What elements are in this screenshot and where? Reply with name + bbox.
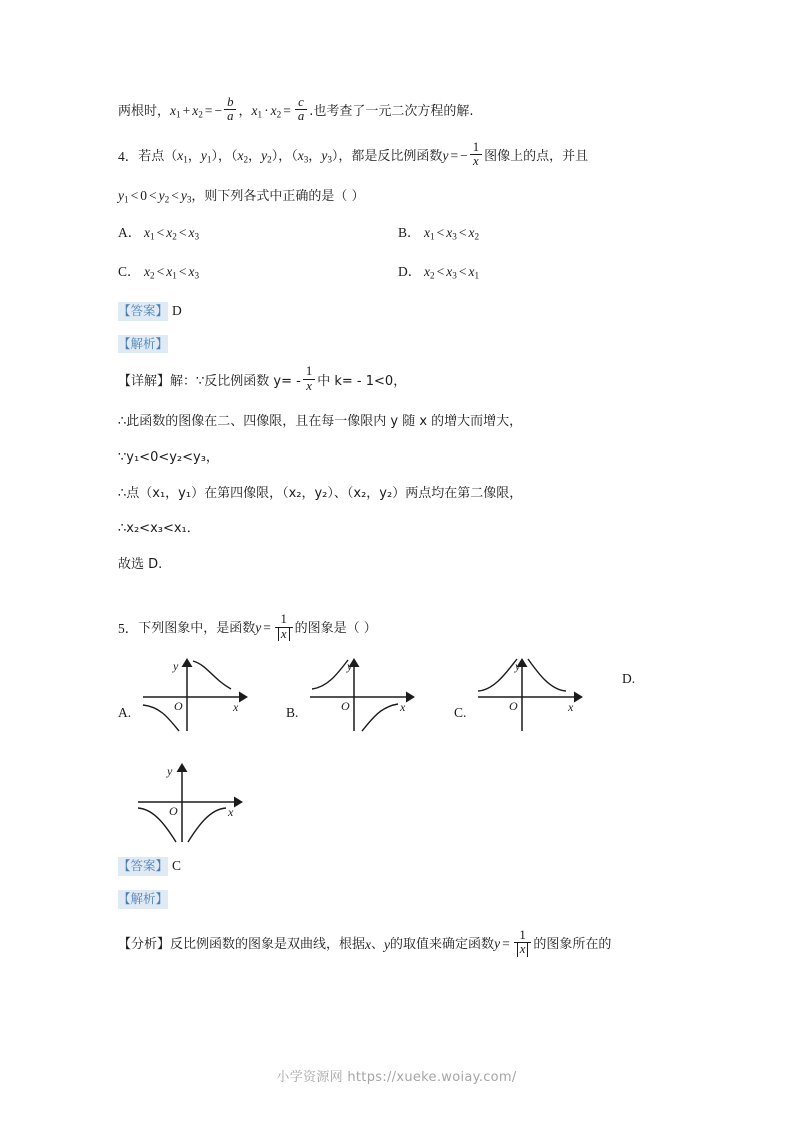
answer-value-2: C [172,858,182,874]
point-3: $x_3$ [297,148,309,165]
graph-option-d-label-wrap[interactable] [622,657,639,687]
question-5-number: 5． [118,621,139,637]
question-5-analysis-row [118,890,678,909]
option-b-expression: $x_1 < x_3 < x_2$ [424,224,480,242]
graph-b-svg [302,657,420,735]
detail-line-5-text: ∴x₂<x₃<x₁． [118,521,200,537]
graph-c-x-label: x [568,700,574,715]
graph-option-a[interactable] [118,657,286,740]
analysis-sep-1: 、 [371,937,385,953]
answer-value: D [172,303,182,319]
question-5-stem-text-2: 的图象是（ ） [294,621,377,637]
detail-line-5 [118,520,678,538]
option-a-expression: $x_1 < x_2 < x_3$ [144,224,200,242]
option-d[interactable] [398,263,678,282]
option-a[interactable] [118,224,398,243]
question-5-stem-text-1: 下列图象中，是函数 [138,621,256,637]
top-comma: ， [238,104,252,120]
question-5-graph-options-row-2 [130,756,678,851]
graph-d-origin-label: O [169,804,178,819]
section-spacer [118,573,678,615]
condition-inequality: $y_1 < 0 < y_2 < y_3$ [118,187,192,205]
detail-line-1-post: 中 k= - 1<0， [317,373,407,389]
option-b-label: B． [398,225,421,241]
point-2: $x_2$ [237,148,249,165]
question-4-stem-text-2: 都是反比例函数 [351,149,443,165]
question-4-stem-text-3: 图像上的点，并且 [484,149,589,165]
point-2-sep: ， [248,149,262,165]
option-b[interactable] [398,224,678,243]
analysis-text-post: 的图象所在的 [533,937,612,953]
detail-line-2-text: ∴此函数的图像在二、四像限，且在每一像限内 y 随 x 的增大而增大， [118,414,523,430]
point-1-sep: ， [187,149,201,165]
detail-line-2 [118,413,678,431]
graph-b-y-label: y [347,659,353,674]
graph-d-x-label: x [228,805,234,820]
option-d-expression: $x_2 < x_3 < x_1$ [424,263,480,281]
graph-a-x-label: x [233,700,239,715]
analysis-var-x: x [365,936,372,952]
question-4-condition-tail: ，则下列各式中正确的是（ ） [191,188,365,204]
option-c[interactable] [118,263,398,282]
graph-c-svg [470,657,588,735]
graph-a-svg [135,657,253,735]
answer-tag-2: 【答案】 [118,857,168,876]
question-4-answer-row [118,302,678,321]
top-paragraph [118,94,678,126]
graph-c-origin-label: O [509,699,519,714]
graph-option-d-label: D. [622,671,636,687]
point-1: $x_1$ [177,148,188,165]
detail-line-4-text: ∴点（x₁，y₁）在第四像限，（x₂，y₂）、（x₂，y₂）两点均在第二像限， [118,485,523,501]
option-c-expression: $x_2 < x_1 < x_3$ [144,263,200,281]
option-a-label: A． [118,225,142,241]
point-sep-1: ），（ [211,149,238,165]
top-paragraph-tail: .也考查了一元二次方程的解. [309,104,474,120]
point-1-y: $y_1$ [200,148,212,165]
top-formula-1: $x_1 + x_2$ = − $\frac{b}{a}$ [170,98,238,126]
point-2-y: $y_2$ [261,148,272,165]
graph-d-y-label: y [167,764,173,779]
detail-line-6-text: 故选 D. [118,556,163,572]
graph-option-b-box [302,657,420,740]
graph-option-c[interactable] [454,657,622,740]
watermark: 小学资源网 https://xueke.woiay.com/ [276,1070,517,1085]
graph-d-svg [130,756,248,846]
point-3-sep: ， [308,149,322,165]
point-sep-2: ），（ [271,149,298,165]
question-4-detail-line-1 [118,364,678,395]
question-5-graph-options-row-1 [118,657,678,740]
question-5-stem-line [118,612,678,643]
analysis-tag: 【解析】 [118,335,168,354]
question-4-condition-line [118,187,678,206]
question-5-answer-row [118,857,678,876]
detail-line-4 [118,485,678,503]
graph-b-origin-label: O [341,699,351,714]
option-d-label: D． [398,264,422,280]
point-sep-3: ）， [331,149,352,165]
detail-fraction: $\frac{1}{x}$ [303,365,315,393]
detail-line-1-pre: 解：∵反比例函数 y= - [170,373,301,389]
graph-c-y-label: y [515,659,521,674]
question-4-number: 4． [118,148,139,164]
question-4-analysis-row [118,335,678,354]
graph-a-origin-label: O [174,699,183,714]
graph-b-x-label: x [400,700,406,715]
option-c-label: C． [118,264,141,280]
graph-option-a-box [135,657,253,740]
question-4-stem-text-1: 若点（ [138,149,178,165]
analysis-tag-2: 【解析】 [118,890,168,909]
top-formula-2: $x_1 \cdot x_2$ = $\frac{c}{a}$ [252,98,310,126]
graph-option-b-label: B. [286,704,299,720]
question-4-function: y = − $\frac{1}{x}$ [442,143,484,171]
analysis-var-y: y [384,936,391,952]
question-4-options-row-1 [118,224,678,243]
question-4-options-row-2 [118,263,678,282]
detail-tag: 【详解】 [118,373,171,389]
graph-option-a-label: A. [118,704,132,720]
analysis-text-pre: 反比例函数的图象是双曲线，根据 [170,937,366,953]
detail-line-3 [118,449,678,467]
analysis-function: y = $\frac{1}{x}$ [494,931,533,959]
detail-line-3-text: ∵y₁<0<y₂<y₃， [118,449,219,465]
question-4-stem-line-1 [118,139,678,171]
analysis-text-mid: 的取值来确定函数 [390,937,495,953]
graph-option-b[interactable] [286,657,454,740]
graph-option-d-box[interactable] [130,756,678,851]
graph-a-y-label: y [173,659,179,674]
point-3-y: $y_3$ [321,148,332,165]
top-paragraph-lead: 两根时， [118,104,171,120]
detail-line-6 [118,556,678,574]
answer-tag: 【答案】 [118,302,168,321]
question-5-analysis-text-line [118,927,678,959]
question-5-function: y = $\frac{1}{x}$ [255,615,294,643]
analysis-label: 【分析】 [118,937,171,953]
graph-option-c-box [470,657,588,740]
page-content [118,94,678,959]
graph-option-c-label: C. [454,704,467,720]
